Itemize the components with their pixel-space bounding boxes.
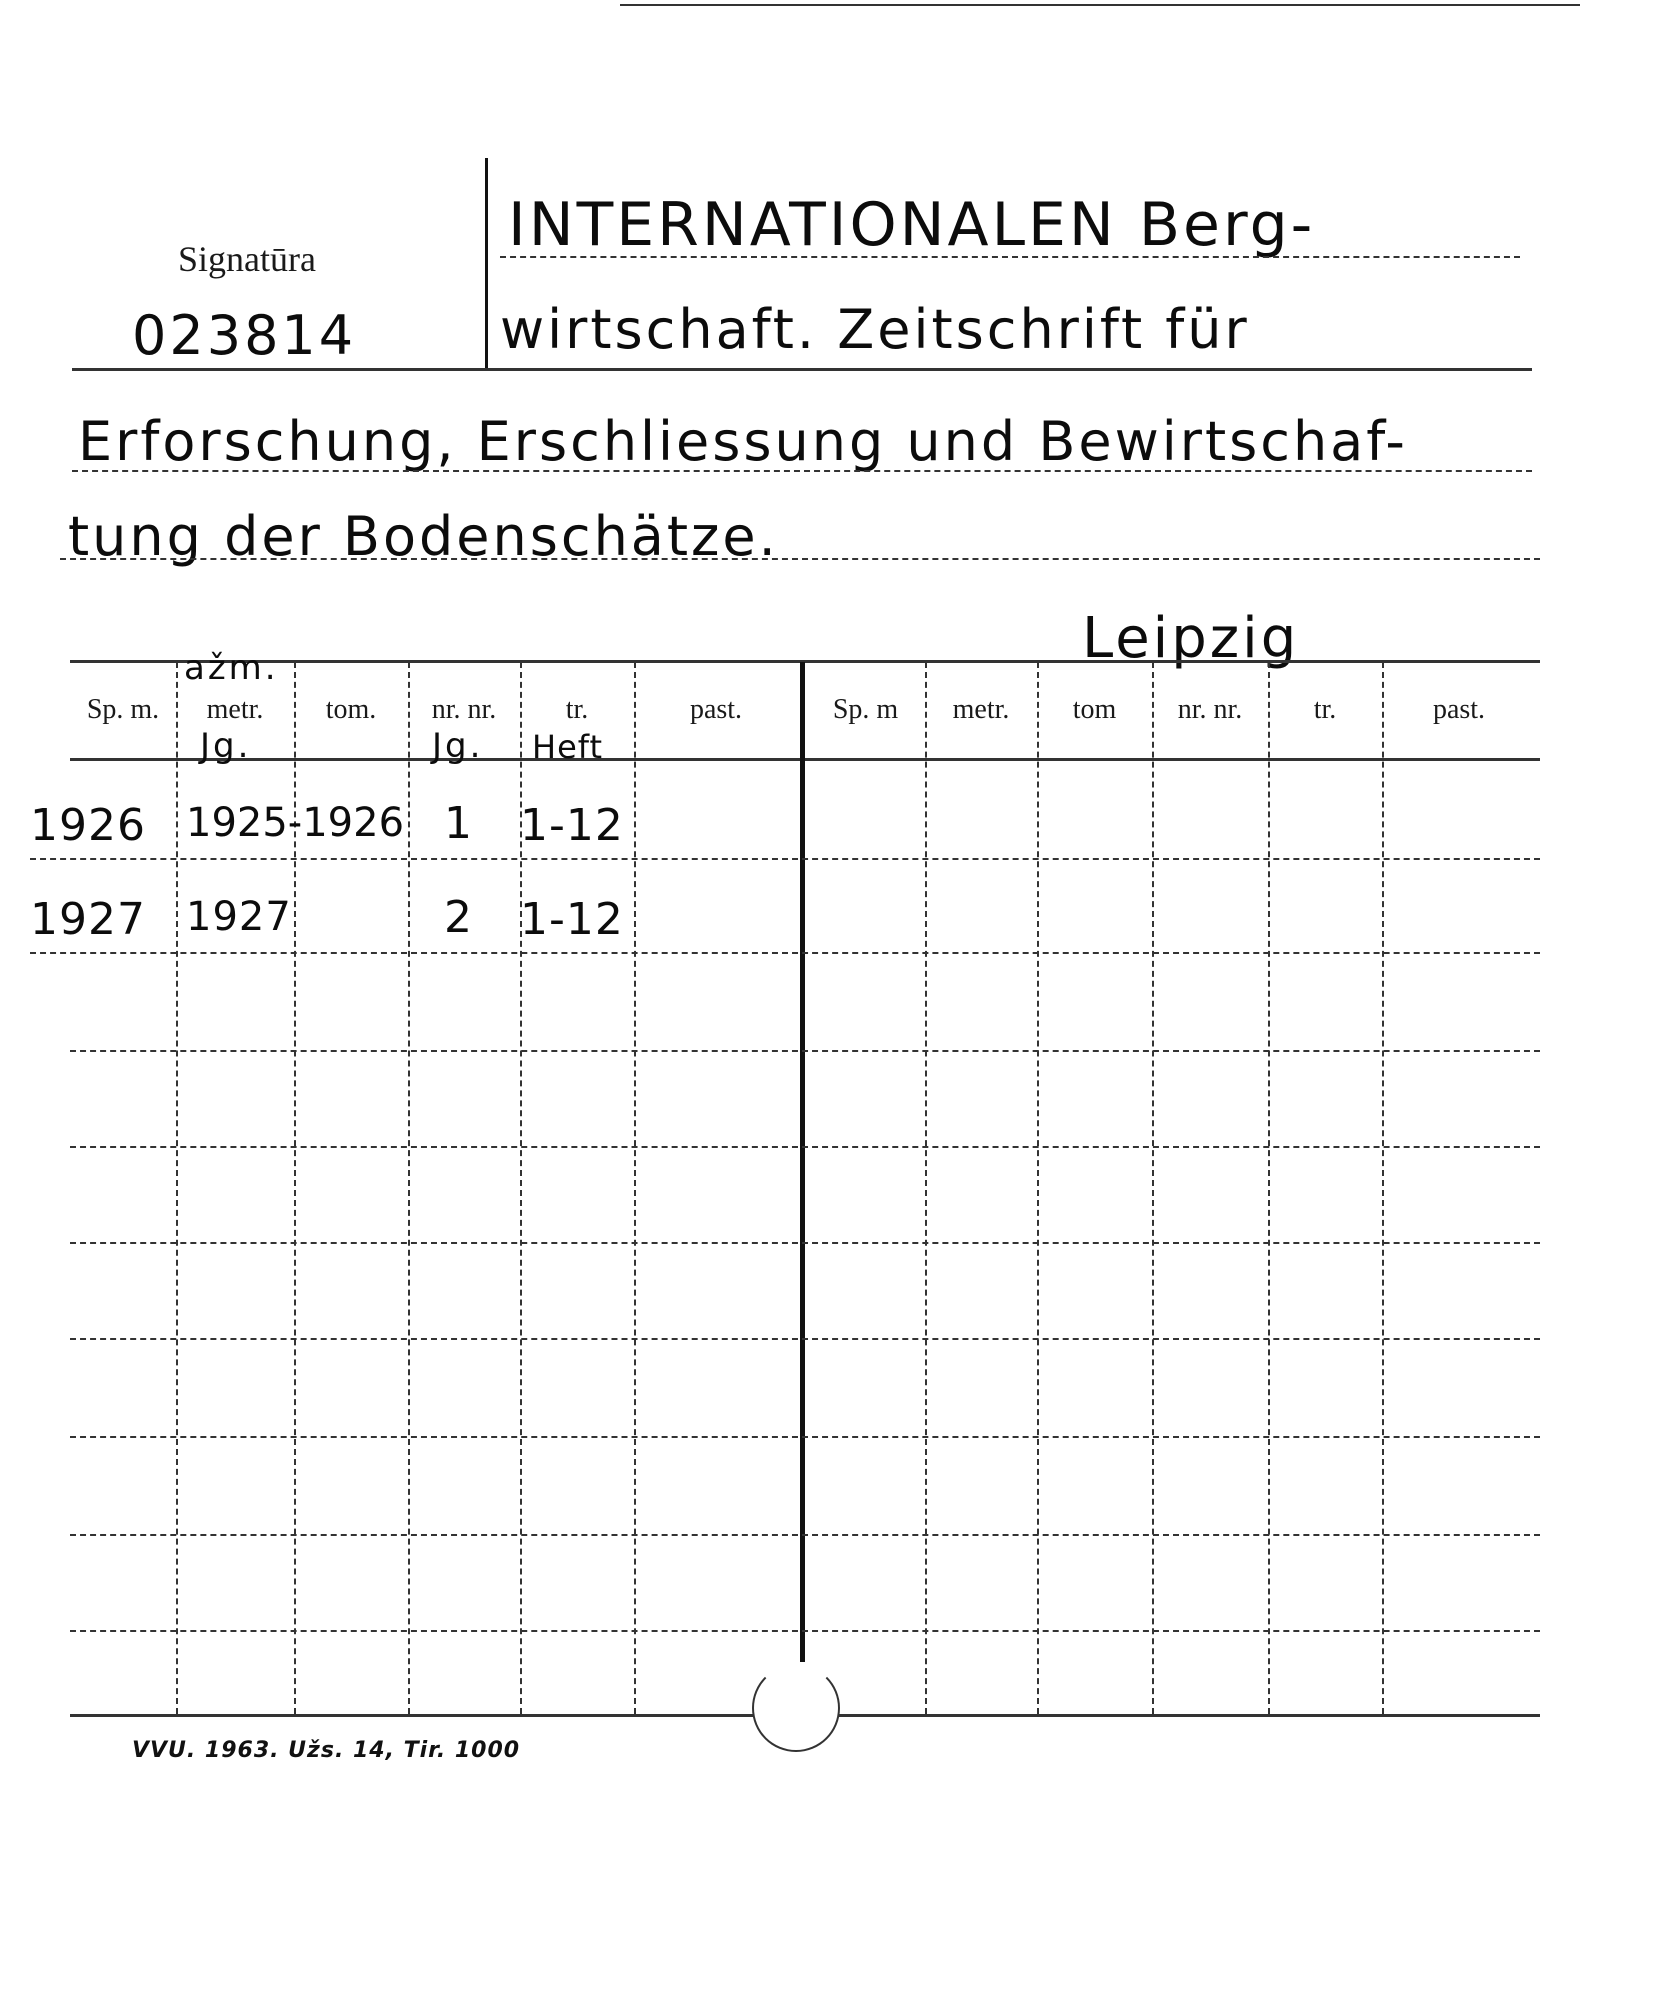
header-left-metr: metr. [206, 694, 264, 725]
title-line-3: Erforschung, Erschliessung und Bewirtschaf- [78, 410, 1408, 473]
row-rule-9 [70, 1630, 1540, 1632]
header-right-tr: tr. [1313, 694, 1337, 725]
header-left-tr: tr. [565, 694, 589, 725]
header-right-past: past. [1432, 694, 1486, 725]
footer-print-info: VVU. 1963. Užs. 14, Tir. 1000 [132, 1738, 521, 1763]
title-rule-4 [60, 558, 1540, 560]
header-right-metr: metr. [952, 694, 1010, 725]
center-divider [800, 662, 805, 1662]
header-left-spm: Sp. m. [86, 694, 160, 725]
table-header-rule [70, 758, 1540, 761]
table-top-rule [70, 660, 1540, 663]
row-rule-1 [30, 858, 1540, 860]
row2-metr: 1927 [186, 894, 292, 940]
header-note-metr-above: ažm. [184, 648, 279, 688]
row-rule-8 [70, 1534, 1540, 1536]
header-right-spm: Sp. m [832, 694, 899, 725]
row-rule-2 [30, 952, 1540, 954]
header-note-nrnr-below: Jg. [432, 726, 484, 766]
row-rule-3 [70, 1050, 1540, 1052]
row-rule-5 [70, 1242, 1540, 1244]
row1-tr: 1-12 [520, 800, 624, 851]
title-rule-3 [72, 470, 1532, 472]
col-line-1 [176, 662, 178, 1714]
header-right-tom: tom [1072, 694, 1117, 725]
row1-metr: 1925-1926 [186, 800, 405, 846]
col-line-5 [634, 662, 636, 1714]
row1-spm: 1926 [30, 800, 146, 851]
row-rule-6 [70, 1338, 1540, 1340]
signature-label: Signatūra [178, 239, 316, 279]
header-note-metr-below: Jg. [200, 726, 252, 766]
col-line-11 [1382, 662, 1384, 1714]
col-line-9 [1152, 662, 1154, 1714]
title-rule-1 [500, 256, 1520, 258]
header-left-past: past. [689, 694, 743, 725]
title-line-1: INTERNATIONALEN Berg- [508, 190, 1316, 260]
row2-spm: 1927 [30, 894, 146, 945]
card-punch-hole [752, 1664, 840, 1752]
title-line-4: tung der Bodenschätze. [68, 505, 779, 568]
header-left-nrnr: nr. nr. [431, 694, 497, 725]
header-right-nrnr: nr. nr. [1177, 694, 1243, 725]
card-top-edge [620, 4, 1580, 6]
header-note-tr-below: Heft [532, 728, 603, 766]
title-line-2: wirtschaft. Zeitschrift für [500, 298, 1250, 361]
col-line-3 [408, 662, 410, 1714]
row1-nrnr: 1 [444, 798, 475, 849]
signature-rule [72, 368, 1532, 371]
place-name: Leipzig [1082, 606, 1300, 671]
row2-nrnr: 2 [444, 892, 475, 943]
signature-number: 023814 [132, 304, 357, 367]
row-rule-4 [70, 1146, 1540, 1148]
header-left-tom: tom. [325, 694, 377, 725]
row2-tr: 1-12 [520, 894, 624, 945]
row-rule-7 [70, 1436, 1540, 1438]
col-line-8 [1037, 662, 1039, 1714]
col-line-10 [1268, 662, 1270, 1714]
title-divider [485, 158, 488, 370]
col-line-7 [925, 662, 927, 1714]
